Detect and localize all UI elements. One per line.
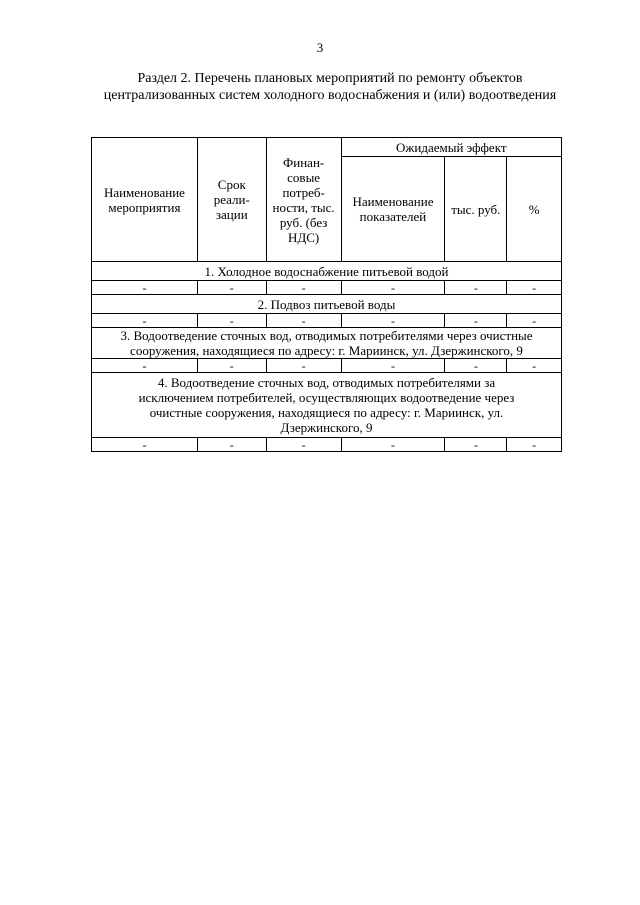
header-thousand-rub: тыс. руб. [445,157,507,262]
section-title: Раздел 2. Перечень плановых мероприятий по ремонту объектов централизованных систем холодного водоснабжения и (или) водоотведения [103,71,557,103]
section-title-cell: 1. Холодное водоснабжение питьевой водой [92,262,562,281]
section-title-cell: 4. Водоотведение сточных вод, отводимых потребителями за исключением потребителей, осуществляющих водоотведение через очистные сооружения, находящиеся по адресу: г. Мариинск, ул. Дзержинского, 9 [92,373,562,438]
section-row [92,373,562,438]
table-cell: - [197,314,266,328]
table-cell: - [507,359,562,373]
table-cell: - [197,359,266,373]
table-cell: - [445,281,507,295]
table-cell: - [507,314,562,328]
header-effect: Ожидаемый эффект [341,138,561,157]
table-row [92,281,562,295]
page-number: 3 [316,40,324,55]
table-cell: - [92,438,198,452]
table-cell: - [445,314,507,328]
table-cell: - [197,281,266,295]
table-cell: - [507,281,562,295]
table-cell: - [266,438,341,452]
table-cell: - [341,281,445,295]
section-row [92,295,562,314]
table-row [92,314,562,328]
plan-table [91,137,562,452]
section-row [92,328,562,359]
header-indicator: Наименование показателей [341,157,445,262]
header-term: Срок реали-зации [197,138,266,262]
section-row [92,262,562,281]
header-finance: Финан-совые потреб-ности, тыс. руб. (без НДС) [266,138,341,262]
header-name: Наименование мероприятия [92,138,198,262]
table-cell: - [341,359,445,373]
table-row [92,359,562,373]
section-title-cell: 3. Водоотведение сточных вод, отводимых потребителями через очистные сооружения, находящиеся по адресу: г. Мариинск, ул. Дзержинского, 9 [92,328,562,359]
table-cell: - [507,438,562,452]
table-cell: - [197,438,266,452]
table-cell: - [266,314,341,328]
table-row [92,438,562,452]
table-cell: - [445,359,507,373]
table-cell: - [92,359,198,373]
table-cell: - [92,281,198,295]
table-cell: - [92,314,198,328]
header-percent: % [507,157,562,262]
table-cell: - [445,438,507,452]
section-title-cell: 2. Подвоз питьевой воды [92,295,562,314]
table-cell: - [266,281,341,295]
table-cell: - [266,359,341,373]
table-cell: - [341,314,445,328]
table-cell: - [341,438,445,452]
